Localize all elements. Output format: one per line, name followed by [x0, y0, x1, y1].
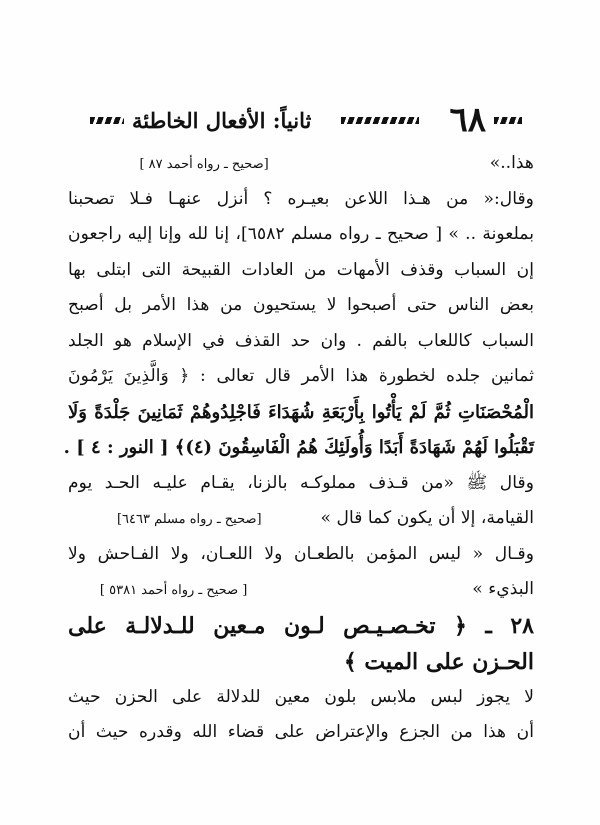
text-line: وقال ﷺ «من قـذف مملوكـه بالزنا، يقـام عليـه الحـد يوم: [68, 472, 534, 493]
header-ornament-middle: [341, 117, 419, 124]
header-ornament-right: [494, 117, 522, 124]
page-number: ٦٨: [449, 100, 486, 140]
body-text: [63, 146, 534, 751]
line-text: القيامة، إلا أن يكون كما قال »: [320, 508, 534, 528]
header-title-group: [86, 108, 311, 133]
quran-verse-line: تَقْبَلُوا لَهُمْ شَهَادَةً أَبَدًا وَأُولَئِكَ هُمُ الْفَاسِقُونَ (٤)﴾ [ النور : ٤ ] .: [63, 437, 534, 458]
text-line: [68, 146, 534, 182]
text-line: [68, 501, 534, 537]
text-line: ثمانين جلده لخطورة هذا الأمر قال تعالى : ﴿ وَالَّذِينَ يَرْمُونَ: [68, 366, 534, 386]
text-line: بعض الناس حتى أصبحوا لا يستحيون من هذا الأمر بل أصبح: [68, 295, 534, 315]
line-text: هذا..»: [489, 153, 534, 173]
text-line: وقال:« من هـذا اللاعن بعيـره ؟ أنزل عنهـا فـلا تصحبنا: [68, 188, 534, 209]
running-title: ثانياً: الأفعال الخاطئة: [132, 107, 312, 133]
text-line: بملعونة .. » [ صحيح ـ رواه مسلم ٦٥٨٢]، إنا لله وإنا إليه راجعون: [68, 224, 534, 244]
line-text: البذيء »: [472, 579, 534, 599]
header-ornament-left: [90, 117, 124, 124]
header-number-group: [449, 100, 522, 140]
section-heading: ٢٨ ـ ﴿ تخـصـيـص لـون مـعين للـدلالـة على: [68, 612, 534, 639]
text-line: [68, 572, 534, 608]
quran-verse-line: الْمُحْصَنَاتِ ثُمَّ لَمْ يَأْتُوا بِأَرْبَعَةِ شُهَدَاءَ فَاجْلِدُوهُمْ ثَمَانِينَ جَلْدَةً وَلَا: [68, 401, 534, 423]
text-line: إن السباب وقذف الأمهات من العادات القبيحة التى ابتلى بها: [68, 259, 534, 280]
hadith-reference: [صحيح ـ رواه أحمد ٨٧ ]: [139, 157, 269, 172]
text-line: السباب كاللعاب بالفم . وان حد القذف في الإسلام هو الجلد: [68, 330, 534, 351]
page-header: [86, 98, 522, 142]
text-line: لا يجوز لبس ملابس بلون معين للدلالة على الحزن حيث: [68, 686, 534, 707]
text-line: وقـال « ليس المؤمن بالطعـان ولا اللعـان، ولا الفـاحش ولا: [68, 543, 534, 564]
section-heading-continued: الحـزن على الميت ﴾: [343, 648, 534, 675]
hadith-reference: [ صحيح ـ رواه أحمد ٥٣٨١ ]: [99, 583, 248, 598]
hadith-reference: [صحيح ـ رواه مسلم ٦٤٦٣]: [116, 512, 262, 527]
text-line: أن هذا من الجزع والإعتراض على قضاء الله وقدره حيث أن: [68, 722, 534, 742]
